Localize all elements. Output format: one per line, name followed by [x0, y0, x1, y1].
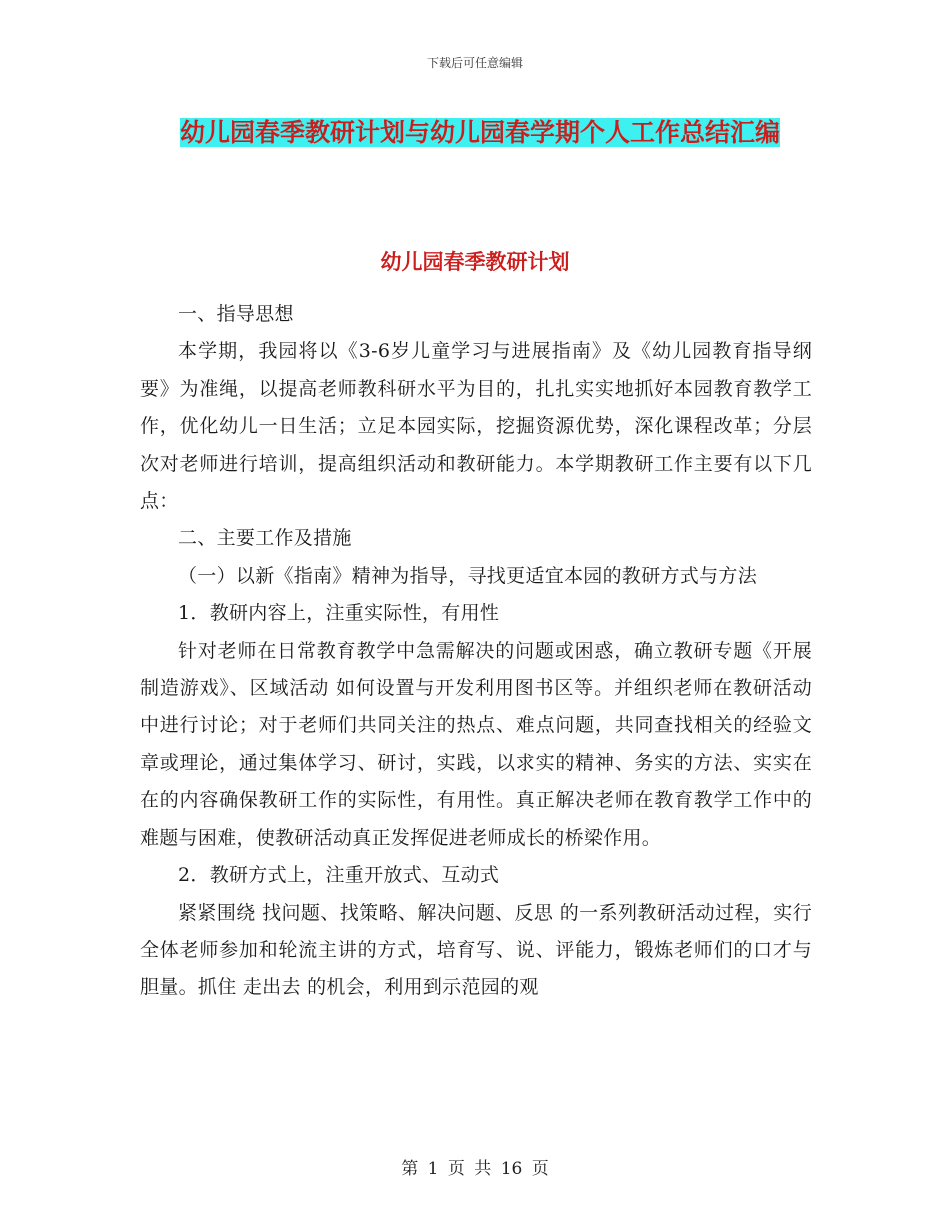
subheading: （一）以新《指南》精神为指导，寻找更适宜本园的教研方式与方法	[178, 564, 758, 587]
list-item-heading: 2．教研方式上，注重开放式、互动式	[178, 864, 500, 887]
paragraph: 紧紧围绕 找问题、找策略、解决问题、反思 的一系列教研活动过程，实行全体老师参加和轮流主讲的方式，培育写、说、评能力，锻炼老师们的口才与胆量。抓住 走出去 的机会，利用到示范园的观	[140, 901, 812, 999]
section-title: 幼儿园春季教研计划	[380, 249, 570, 274]
document-title-text: 幼儿园春季教研计划与幼儿园春学期个人工作总结汇编	[179, 118, 780, 147]
document-body	[140, 296, 812, 1007]
header-note: 下载后可任意编辑	[426, 56, 523, 70]
list-item-heading: 1．教研内容上，注重实际性，有用性	[178, 602, 500, 625]
document-title	[150, 110, 810, 156]
paragraph: 针对老师在日常教育教学中急需解决的问题或困惑，确立教研专题《开展制造游戏》、区域活动 如何设置与开发利用图书区等。并组织老师在教研活动中进行讨论；对于老师们共同关注的热点、难点问题，共同查找相关的经验文章或理论，通过集体学习、研讨，实践，以求实的精神、务实的方法、实实在在的内容确保教研工作的实际性，有用性。真正解决老师在教育教学工作中的难题与困难，使教研活动真正发挥促进老师成长的桥梁作用。	[140, 639, 812, 849]
paragraph: 本学期，我园将以《3-6岁儿童学习与进展指南》及《幼儿园教育指导纲要》为准绳，以提高老师教科研水平为目的，扎扎实实地抓好本园教育教学工作，优化幼儿一日生活；立足本园实际，挖掘资源优势，深化课程改革；分层次对老师进行培训，提高组织活动和教研能力。本学期教研工作主要有以下几点：	[140, 340, 812, 513]
heading-main-work: 二、主要工作及措施	[178, 527, 352, 550]
heading-guiding-thought: 一、指导思想	[178, 303, 294, 325]
page-number-footer: 第 1 页 共 16 页	[401, 1159, 549, 1179]
